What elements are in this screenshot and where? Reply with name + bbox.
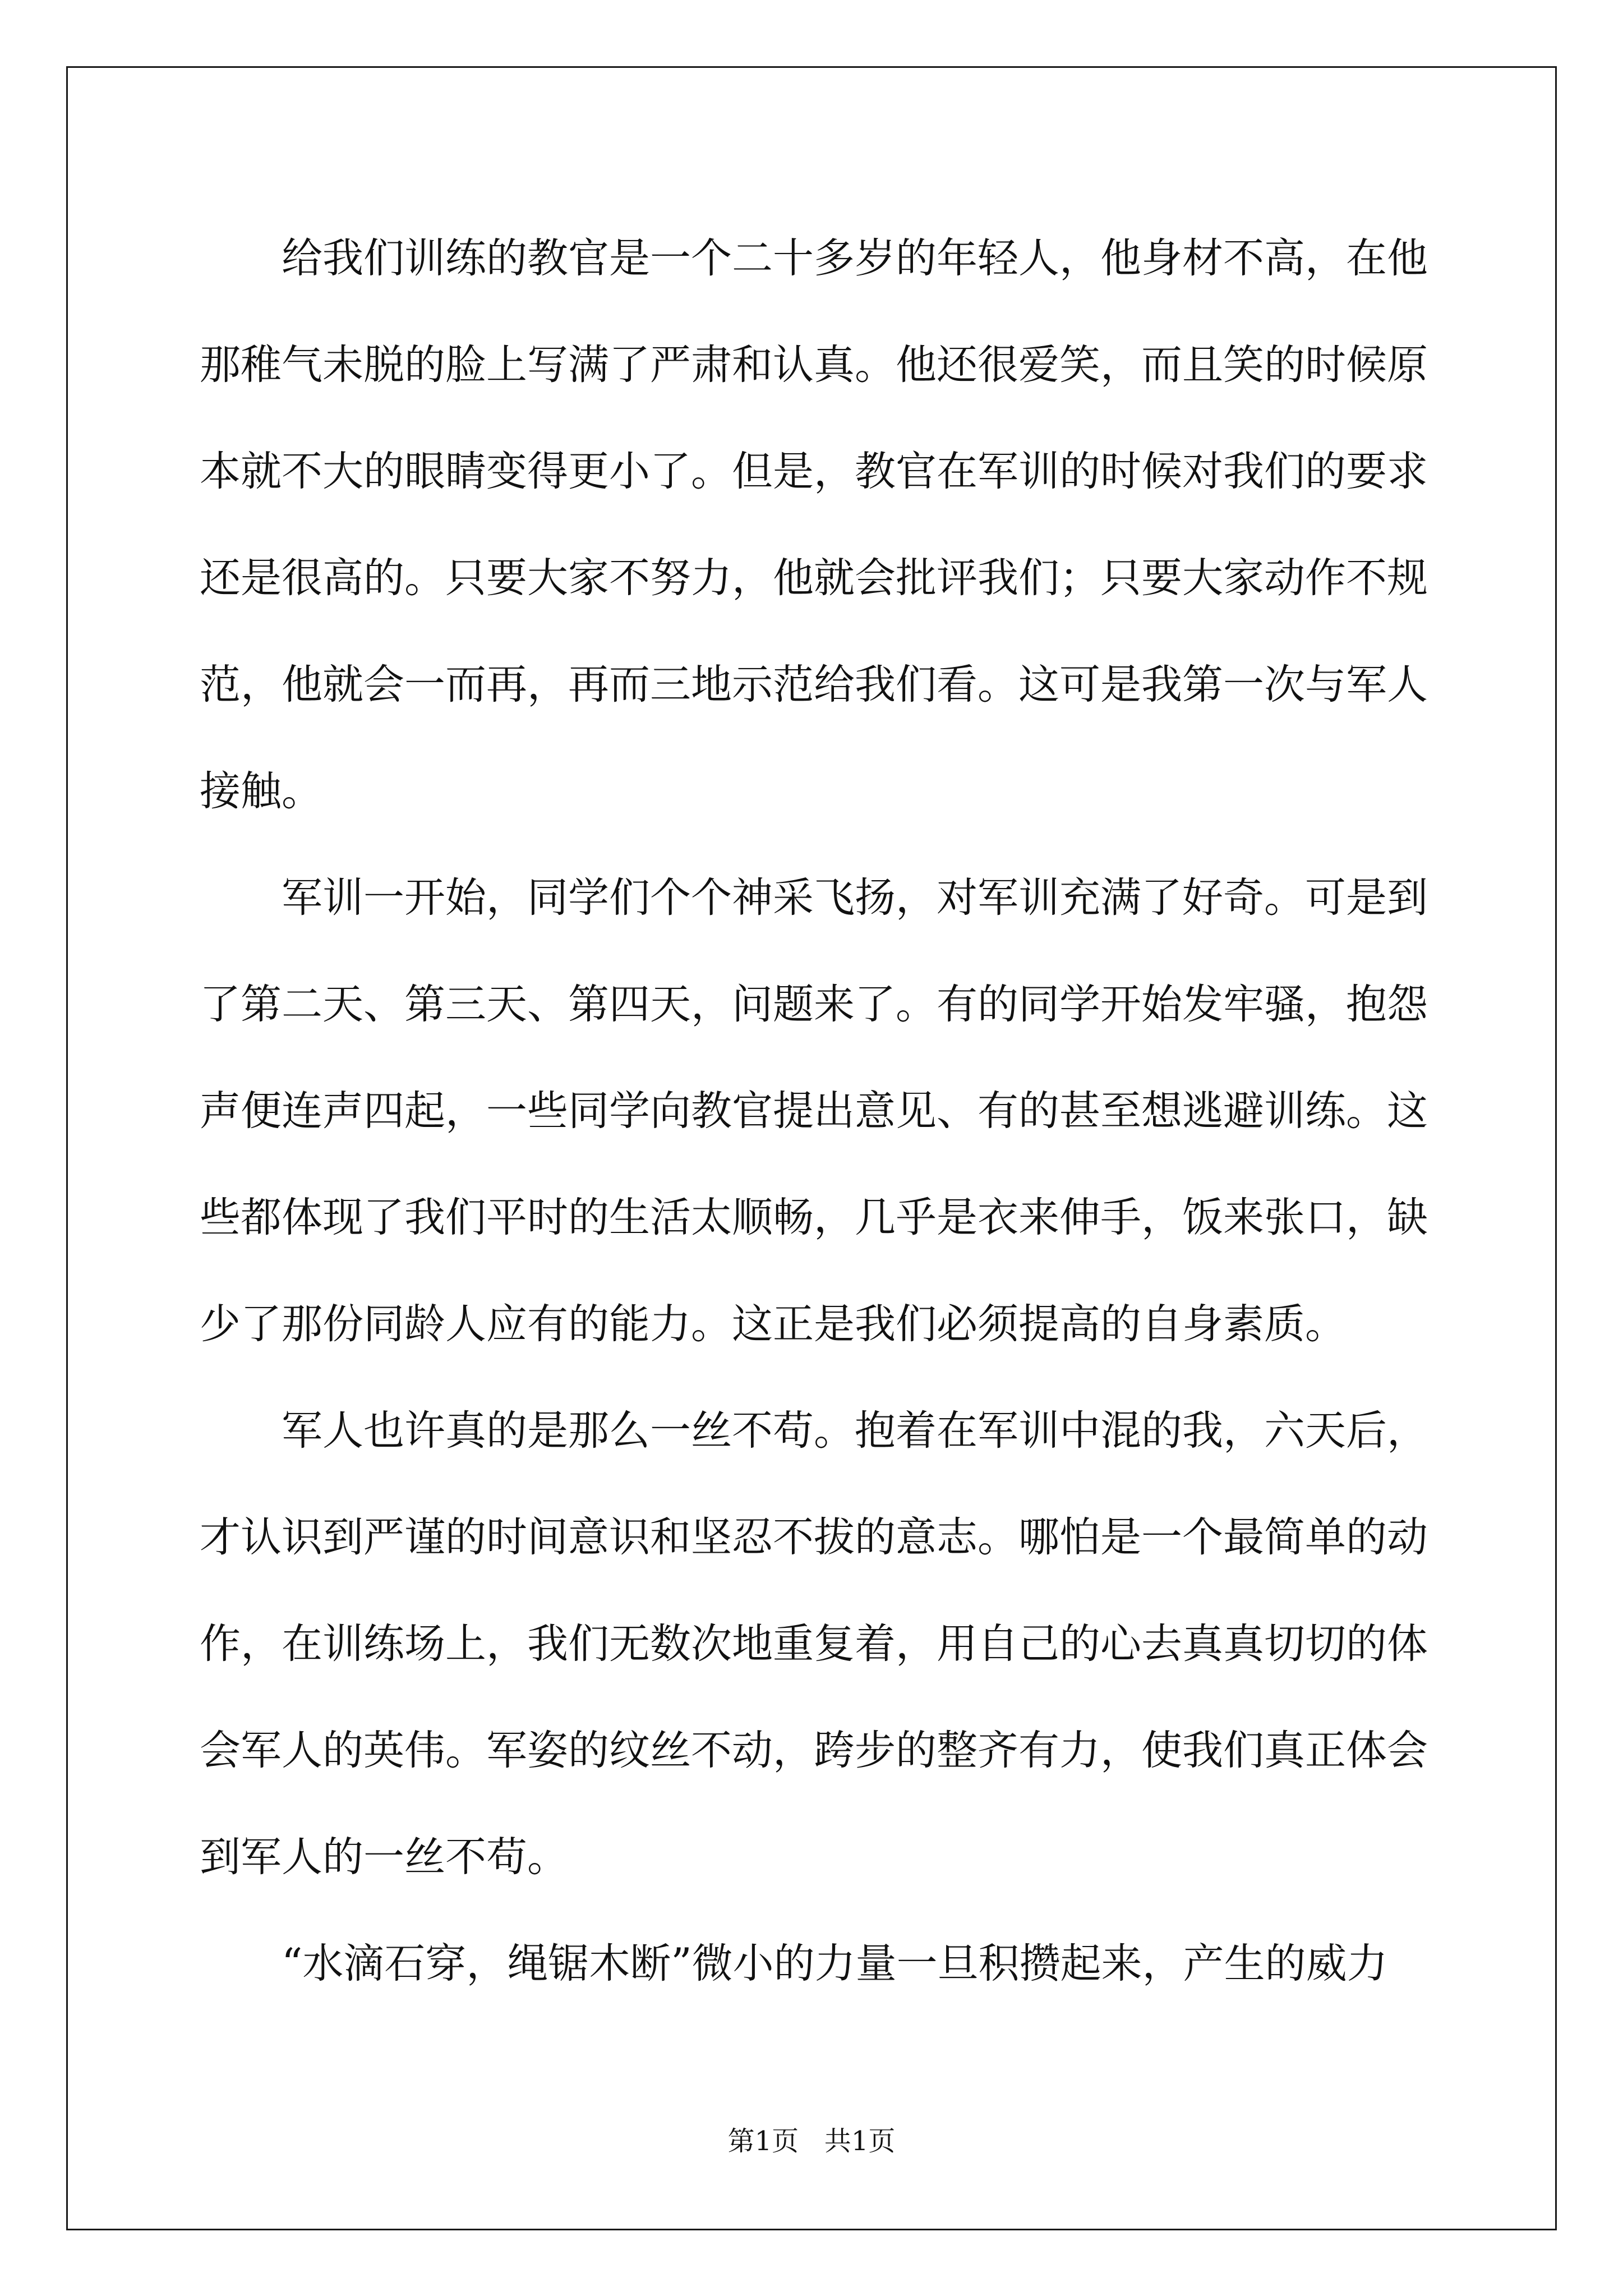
paragraph-4: “水滴石穿，绳锯木断”微小的力量一旦积攒起来，产生的威力 — [282, 1940, 1388, 1987]
paragraph-2: 军训一开始，同学们个个神采飞扬，对军训充满了好奇。可是到了第二天、第三天、第四天，问题来了。有的同学开始发牢骚，抱怨声便连声四起，一些同学向教官提出意见、有的甚至想逃避训练。这些都体现了我们平时的生活太顺畅，几乎是衣来伸手，饭来张口，缺少了那份同龄人应有的能力。这正是我们必须提高的自身素质。 — [200, 874, 1428, 1348]
paragraph-3: 军人也许真的是那么一丝不苟。抱着在军训中混的我，六天后，才认识到严谨的时间意识和坚忍不拔的意志。哪怕是一个最简单的动作，在训练场上，我们无数次地重复着，用自己的心去真真切切的体会军人的英伟。军姿的纹丝不动，跨步的整齐有力，使我们真正体会到军人的一丝不苟。 — [200, 1407, 1428, 1881]
document-body — [200, 205, 1428, 2017]
page-footer: 第1页 共1页 — [727, 2125, 896, 2157]
paragraph-1: 给我们训练的教官是一个二十多岁的年轻人，他身材不高，在他那稚气未脱的脸上写满了严肃和认真。他还很爱笑，而且笑的时候原本就不大的眼睛变得更小了。但是，教官在军训的时候对我们的要求还是很高的。只要大家不努力，他就会批评我们；只要大家动作不规范，他就会一而再，再而三地示范给我们看。这可是我第一次与军人接触。 — [200, 234, 1428, 815]
